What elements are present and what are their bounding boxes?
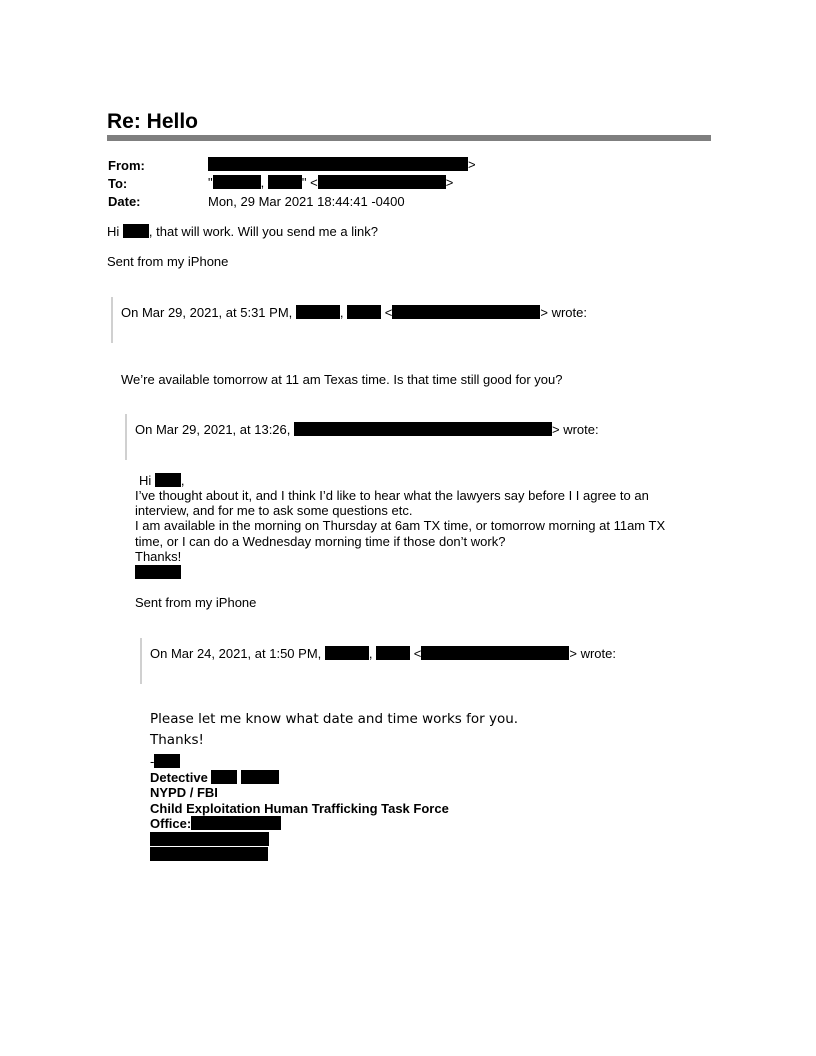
redaction xyxy=(325,646,369,660)
quote2-thanks: Thanks! xyxy=(135,549,182,564)
redaction xyxy=(150,832,269,846)
redaction xyxy=(376,646,410,660)
quote2-hi: Hi , xyxy=(139,473,185,488)
quote3-dash: - xyxy=(150,754,180,769)
quote-bar xyxy=(111,297,113,343)
quote3-intro: On Mar 24, 2021, at 1:50 PM, , < > wrote: xyxy=(150,646,616,661)
from-label: From: xyxy=(108,158,145,173)
redaction xyxy=(421,646,569,660)
reply-greeting: Hi , that will work. Will you send me a link? xyxy=(107,224,378,239)
redaction xyxy=(191,816,281,830)
quote2-line2: interview, and for me to ask some questions etc. xyxy=(135,503,413,518)
redaction xyxy=(150,847,268,861)
quote3-office: Office: xyxy=(150,816,281,831)
quote3-thanks: Thanks! xyxy=(150,732,204,748)
quote2-intro: On Mar 29, 2021, at 13:26, > wrote: xyxy=(135,422,599,437)
date-value: Mon, 29 Mar 2021 18:44:41 -0400 xyxy=(208,194,405,209)
redaction xyxy=(294,422,552,436)
quote3-detective: Detective xyxy=(150,770,279,785)
redaction xyxy=(211,770,237,784)
quote3-message: Please let me know what date and time works for you. xyxy=(150,711,519,727)
quote2-line3: I am available in the morning on Thursday at 6am TX time, or tomorrow morning at 11am TX xyxy=(135,518,666,533)
email-subject: Re: Hello xyxy=(107,110,199,133)
redaction xyxy=(268,175,302,189)
quote2-signature: Sent from my iPhone xyxy=(135,595,257,610)
to-label: To: xyxy=(108,176,128,191)
title-divider xyxy=(107,135,711,141)
quote3-task-force: Child Exploitation Human Trafficking Task Force xyxy=(150,801,449,816)
redaction xyxy=(347,305,381,319)
redaction xyxy=(135,565,181,579)
quote-bar xyxy=(125,414,127,460)
redaction xyxy=(318,175,446,189)
redaction xyxy=(123,224,149,238)
redaction xyxy=(392,305,540,319)
reply-signature: Sent from my iPhone xyxy=(107,254,229,269)
quote-bar xyxy=(140,638,142,684)
redaction xyxy=(241,770,279,784)
redaction xyxy=(154,754,180,768)
quote2-line4: time, or I can do a Wednesday morning time if those don’t work? xyxy=(135,534,506,549)
to-value: " , " < > xyxy=(208,175,454,190)
quote1-intro: On Mar 29, 2021, at 5:31 PM, , < > wrote: xyxy=(121,305,587,320)
redaction xyxy=(296,305,340,319)
quote1-message: We’re available tomorrow at 11 am Texas time. Is that time still good for you? xyxy=(121,372,563,387)
redaction xyxy=(208,157,468,171)
quote2-line1: I’ve thought about it, and I think I’d like to hear what the lawyers say before I I agree to an xyxy=(135,488,649,503)
date-label: Date: xyxy=(108,194,141,209)
quote3-agency: NYPD / FBI xyxy=(150,785,218,800)
redaction xyxy=(213,175,261,189)
redaction xyxy=(155,473,181,487)
from-value: > xyxy=(208,157,476,172)
